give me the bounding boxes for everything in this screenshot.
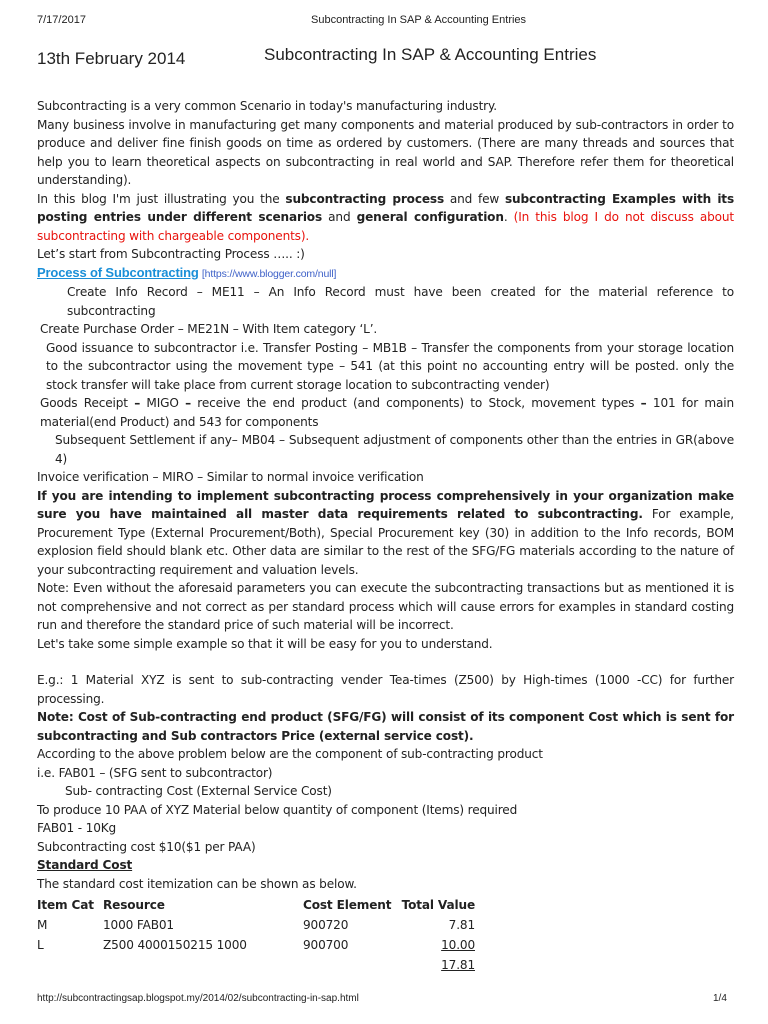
subcontracting-cost-line: Subcontracting cost $10($1 per PAA) [37, 839, 256, 854]
example-paragraph: E.g.: 1 Material XYZ is sent to sub-contracting vender Tea-times (Z500) by High-times (1000 -CC) for further processing. [37, 673, 734, 706]
ie-line: i.e. FAB01 – (SFG sent to subcontractor) [37, 765, 273, 780]
table-cell: L [37, 937, 44, 952]
lets-take-paragraph: Let's take some simple example so that it will be easy for you to understand. [37, 636, 493, 651]
example-note: Note: Cost of Sub-contracting end product (SFG/FG) will consist of its component Cost which is sent for subcontracting and Sub contractors Price (external service cost). [37, 710, 734, 743]
according-paragraph: According to the above problem below are the component of sub-contracting product [37, 747, 543, 761]
produce-line: To produce 10 PAA of XYZ Material below quantity of component (Items) required [37, 802, 518, 817]
standard-cost-table [37, 895, 475, 975]
column-header: Resource [103, 897, 165, 912]
standard-cost-heading: Standard Cost [37, 858, 133, 872]
table-cell: 900720 [303, 917, 349, 932]
standard-cost-description: The standard cost itemization can be shown as below. [37, 876, 357, 891]
step-subsequent-settlement: Subsequent Settlement if any– MB04 – Subsequent adjustment of components other than the entries in GR(above 4) [55, 433, 734, 466]
footer-url: http://subcontractingsap.blogspot.my/2014/02/subcontracting-in-sap.html [37, 993, 359, 1004]
table-cell: 900700 [303, 937, 349, 952]
page-number: 1/4 [713, 993, 727, 1004]
intro-paragraph-4: Let’s start from Subcontracting Process ….. :) [37, 247, 305, 261]
step-invoice-verification: Invoice verification – MIRO – Similar to normal invoice verification [37, 470, 424, 484]
note-paragraph: Note: Even without the aforesaid parameters you can execute the subcontracting transactions but as mentioned it is not comprehensive and not correct as per standard process which will cause errors for examples in standard costing run and therefore the standard price of such material will be incorrect. [37, 581, 734, 632]
process-of-subcontracting-link[interactable]: Process of Subcontracting [37, 264, 199, 280]
total-value: 17.81 [441, 957, 475, 972]
fab-quantity-line: FAB01 - 10Kg [37, 821, 117, 835]
print-date: 7/17/2017 [37, 14, 86, 26]
table-cell: M [37, 917, 48, 932]
intro-paragraph-2: Many business involve in manufacturing get many components and material produced by sub-contractors in order to produce and deliver fine finish goods on time as ordered by customers. (There are many threads and sources that help you to learn theoretical aspects on subcontracting in real world and SAP. Therefore refer them for theoretical understanding). [37, 117, 734, 187]
step-goods-issuance: Good issuance to subcontractor i.e. Transfer Posting – MB1B – Transfer the components from your storage location to the subcontractor using the movement type – 541 (at this point no accounting entry will be posted. only the stock transfer will take place from current storage location to subcontracting vender) [46, 340, 734, 392]
intro-paragraph-3: In this blog I'm just illustrating you the subcontracting process and few subcontracting Examples with its posting entries under different scenarios and general configuration. (In this blog I do not discuss about subcontracting with chargeable components). [37, 191, 735, 243]
table-header-row [37, 895, 475, 915]
master-data-paragraph: If you are intending to implement subcontracting process comprehensively in your organization make sure you have maintained all master data requirements related to subcontracting. For example, Procurement Type (External Procurement/Both), Special Procurement key (30) in addition to the Info records, BOM explosion field should blank etc. Other data are similar to the rest of the SFG/FG materials according to the nature of your subcontracting requirement and valuation levels. [37, 488, 734, 577]
step-create-purchase-order: Create Purchase Order – ME21N – With Item category ‘L’. [40, 322, 378, 336]
print-title: Subcontracting In SAP & Accounting Entries [311, 14, 527, 26]
step-goods-receipt: Goods Receipt – MIGO – receive the end product (and components) to Stock, movement types – 101 for main material(end Product) and 543 for components [40, 396, 735, 429]
column-header: Total Value [401, 897, 475, 912]
table-cell: 10.00 [441, 937, 475, 952]
table-row [37, 935, 475, 955]
table-cell: 1000 FAB01 [103, 917, 174, 932]
intro-paragraph-1: Subcontracting is a very common Scenario in today's manufacturing industry. [37, 99, 497, 113]
table-cell: Z500 4000150215 1000 [103, 937, 247, 952]
sub-contracting-cost-line: Sub- contracting Cost (External Service Cost) [65, 784, 332, 798]
table-cell: 7.81 [448, 917, 475, 932]
column-header: Cost Element [303, 897, 392, 912]
table-row [37, 915, 475, 935]
disclaimer-text: (In this blog I do not discuss about subcontracting with chargeable components). [37, 210, 735, 243]
blog-date: 13th February 2014 [37, 49, 186, 68]
process-link-line [37, 264, 734, 284]
step-create-info-record: Create Info Record – ME11 – An Info Record must have been created for the material reference to subcontracting [67, 285, 734, 318]
column-header: Item Cat [37, 897, 94, 912]
process-link-url[interactable]: [https://www.blogger.com/null] [201, 267, 337, 280]
table-total-row [37, 955, 475, 975]
article-body [37, 97, 734, 975]
page-title: Subcontracting In SAP & Accounting Entries [264, 45, 597, 64]
